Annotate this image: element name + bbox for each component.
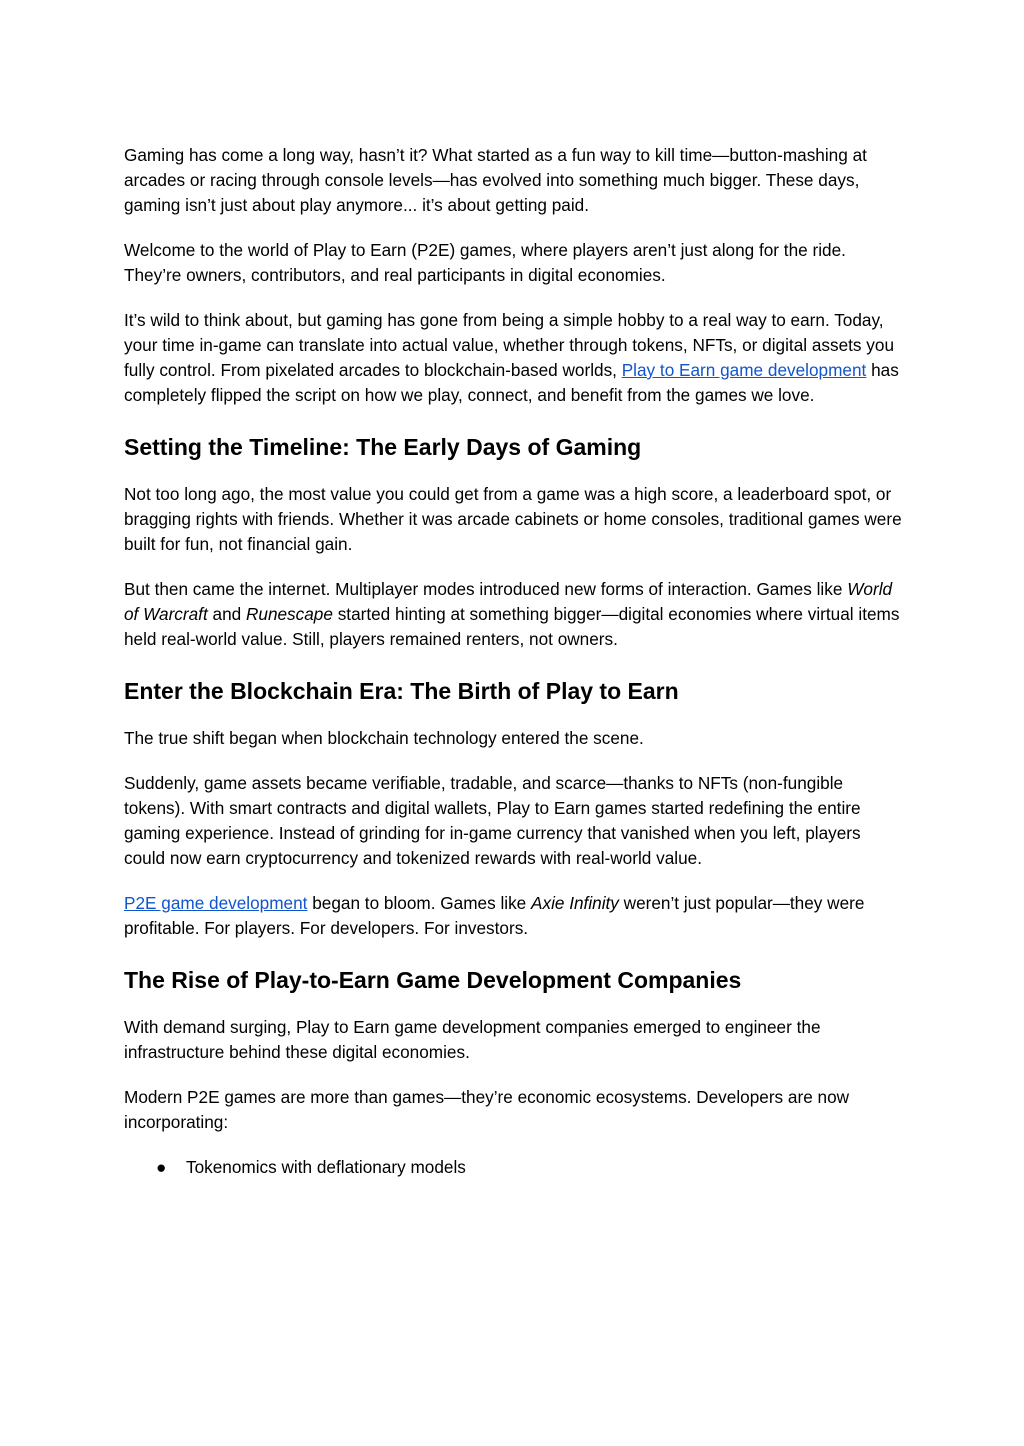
blockchain-text-a: began to bloom. Games like <box>307 893 532 913</box>
intro-paragraph-3-text-b: has completely flipped the script on how we play, connect, and benefit from the games we love. <box>124 360 899 405</box>
section-heading-companies: The Rise of Play-to-Earn Game Development Companies <box>124 967 742 993</box>
blockchain-paragraph-2: Suddenly, game assets became verifiable, tradable, and scarce—thanks to NFTs (non-fungible tokens). With smart contracts and digital wallets, Play to Earn games started redefining the entire gaming experience. Instead of grinding for in-game currency that vanished when you left, players could now earn cryptocurrency and tokenized rewards with real-world value. <box>124 773 861 868</box>
intro-paragraph-3-text-a: It’s wild to think about, but gaming has gone from being a simple hobby to a real way to earn. Today, your time in-game can translate into actual value, whether through tokens, NFTs, or digital assets you fully control. From pixelated arcades to blockchain-based worlds, <box>124 310 895 380</box>
list-item-text: Tokenomics with deflationary models <box>186 1157 466 1177</box>
companies-paragraph-1: With demand surging, Play to Earn game development companies emerged to engineer the infrastructure behind these digital economies. <box>124 1017 821 1062</box>
bullet-icon: ● <box>156 1157 167 1177</box>
early-days-paragraph-2 <box>124 577 904 652</box>
early-days-text-c: started hinting at something bigger—digital economies where virtual items held real-world value. Still, players remained renters, not owners. <box>124 604 900 649</box>
early-days-paragraph-1: Not too long ago, the most value you could get from a game was a high score, a leaderboard spot, or bragging rights with friends. Whether it was arcade cabinets or home consoles, traditional games were built for fun, not financial gain. <box>124 484 902 554</box>
intro-paragraph-3 <box>124 308 904 408</box>
blockchain-paragraph-1: The true shift began when blockchain technology entered the scene. <box>124 728 644 748</box>
game-title-runescape: Runescape <box>245 604 333 624</box>
blockchain-paragraph-3 <box>124 891 904 941</box>
companies-paragraph-2: Modern P2E games are more than games—they’re economic ecosystems. Developers are now incorporating: <box>124 1087 850 1132</box>
early-days-text-a: But then came the internet. Multiplayer modes introduced new forms of interaction. Games like <box>124 579 848 599</box>
early-days-text-b: and <box>207 604 246 624</box>
intro-paragraph-1: Gaming has come a long way, hasn’t it? What started as a fun way to kill time—button-mashing at arcades or racing through console levels—has evolved into something much bigger. These days, gaming isn’t just about play anymore... it’s about getting paid. <box>124 145 867 215</box>
game-title-wow: World of Warcraft <box>124 579 893 624</box>
section-heading-early-days: Setting the Timeline: The Early Days of Gaming <box>124 434 642 460</box>
play-to-earn-link[interactable]: Play to Earn game development <box>621 360 867 380</box>
document-body <box>124 143 904 1180</box>
blockchain-text-b: weren’t just popular—they were profitable. For players. For developers. For investors. <box>124 893 865 938</box>
intro-paragraph-2: Welcome to the world of Play to Earn (P2E) games, where players aren’t just along for the ride. They’re owners, contributors, and real participants in digital economies. <box>124 240 846 285</box>
game-title-axie-infinity: Axie Infinity <box>531 893 619 913</box>
section-heading-blockchain-era: Enter the Blockchain Era: The Birth of Play to Earn <box>124 678 679 704</box>
list-item <box>124 1155 904 1180</box>
feature-list <box>124 1155 904 1180</box>
p2e-game-development-link[interactable]: P2E game development <box>124 893 308 913</box>
